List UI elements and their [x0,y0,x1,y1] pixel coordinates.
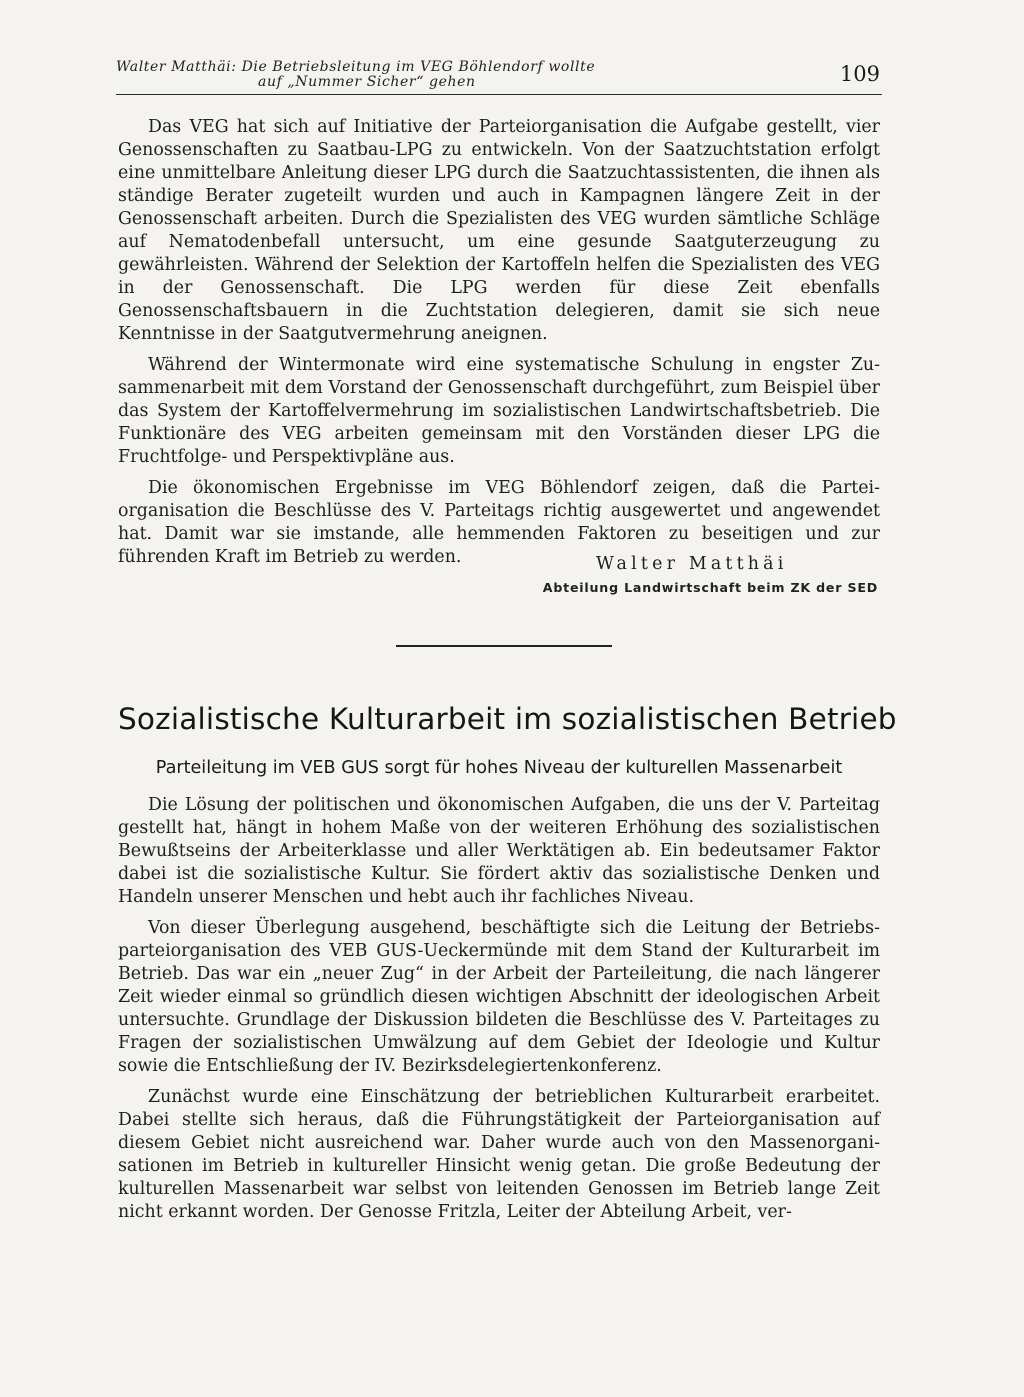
running-title [116,60,595,90]
running-title-line2: auf „Nummer Sicher“ gehen [258,74,476,90]
paragraph: Die ökonomischen Ergebnisse im VEG Böhlendorf zeigen, daß die Parteiorganisation die Beschlüsse des V. Parteitags richtig ausgewertet und angewendet hat. Damit war sie imstande, alle hemmenden Faktoren zu beseitigen und zur führenden Kraft im Betrieb zu werden. [118,478,880,567]
section-subtitle: Parteileitung im VEB GUS sorgt für hohes Niveau der kulturellen Massenarbeit [155,758,843,778]
article2-body [118,794,880,1232]
paragraph: Das VEG hat sich auf Initiative der Parteiorganisation die Aufgabe gestellt, vier Genossenschaften zu Saatbau-LPG zu entwickeln. Von der Saatzuchtstation erfolgt eine unmittelbare Anleitung dieser LPG durch die Saatzuchtassistenten, die ihnen als ständige Berater zugeteilt wurden und auch in Kampagnen längere Zeit in der Genossenschaft arbeiten. Durch die Spezialisten des VEG wurden sämtliche Schläge auf Nematodenbefall untersucht, um eine gesunde Saatguterzeugung zu gewährleisten. Während der Selektion der Kartoffeln helfen die Spezialisten des VEG in der Genossenschaft. Die LPG werden für diese Zeit ebenfalls Genossenschaftsbauern in die Zuchtstation delegieren, damit sie sich neue Kenntnisse in der Saatgutvermehrung aneignen. [118,117,880,344]
author-name: Walter Matthäi [596,554,788,574]
paragraph: Von dieser Überlegung ausgehend, beschäftigte sich die Leitung der Betriebsparteiorganisation des VEB GUS-Ueckermünde mit dem Stand der Kulturarbeit im Betrieb. Das war ein „neuer Zug“ in der Arbeit der Parteileitung, die nach längerer Zeit wieder einmal so gründlich diesen wichtigen Abschnitt der ideologischen Arbeit untersuchte. Grundlage der Diskussion bildeten die Beschlüsse des V. Parteitages zu Fragen der sozialistischen Umwälzung auf dem Gebiet der Ideologie und Kultur sowie die Entschließung der IV. Bezirksdelegiertenkonferenz. [118,918,880,1076]
running-title-line1: Walter Matthäi: Die Betriebsleitung im VEG Böhlendorf wollte [116,59,596,75]
running-header [116,60,882,95]
article1-body [118,116,880,577]
paragraph: Während der Wintermonate wird eine systematische Schulung in engster Zusammenarbeit mit dem Vorstand der Genossenschaft durchgeführt, zum Beispiel über das System der Kartoffelvermehrung im sozialistischen Landwirtschaftsbetrieb. Die Funktionäre des VEG arbeiten gemeinsam mit den Vorständen dieser LPG die Fruchtfolge- und Perspektivpläne aus. [118,355,880,467]
author-affiliation: Abteilung Landwirtschaft beim ZK der SED [542,580,878,595]
paragraph: Zunächst wurde eine Einschätzung der betrieblichen Kulturarbeit erarbeitet. Dabei stellte sich heraus, daß die Führungstätigkeit der Parteiorganisation auf diesem Gebiet nicht ausreichend war. Daher wurde auch von den Massenorganisationen im Betrieb in kultureller Hinsicht wenig getan. Die große Bedeutung der kulturellen Massenarbeit war selbst von leitenden Genossen im Betrieb lange Zeit nicht erkannt worden. Der Genosse Fritzla, Leiter der Abteilung Arbeit, ver- [118,1087,880,1222]
section-title: Sozialistische Kulturarbeit im sozialistischen Betrieb [118,702,897,736]
paragraph: Die Lösung der politischen und ökonomischen Aufgaben, die uns der V. Parteitag gestellt hat, hängt in hohem Maße von der weiteren Erhöhung des sozialistischen Bewußtseins der Arbeiterklasse und aller Werktätigen ab. Ein bedeutsamer Faktor dabei ist die sozialistische Kultur. Sie fördert aktiv das sozialistische Denken und Handeln unserer Menschen und hebt auch ihr fachliches Niveau. [118,795,880,907]
section-divider [396,645,612,647]
page-number: 109 [839,62,880,86]
